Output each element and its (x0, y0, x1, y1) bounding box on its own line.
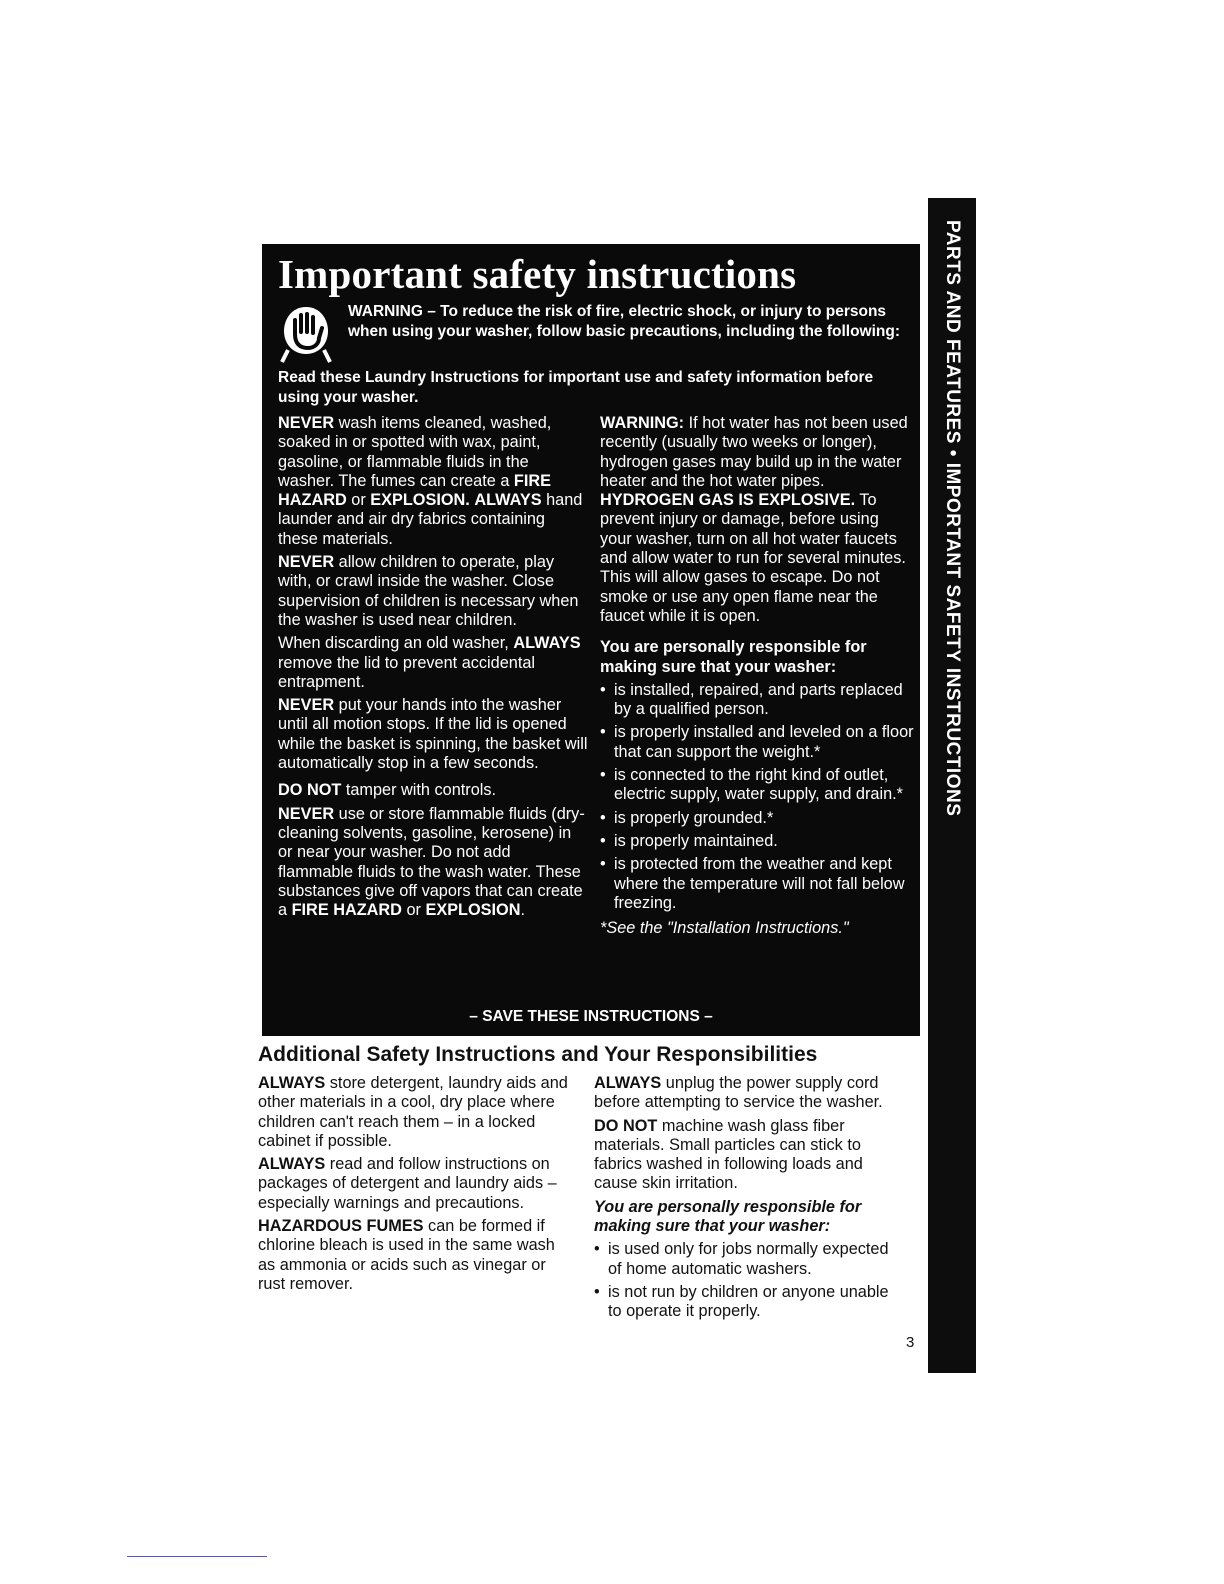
save-instructions: – SAVE THESE INSTRUCTIONS – (469, 1008, 713, 1025)
instruction-paragraph: DO NOT machine wash glass fiber materials. Small particles can stick to fabrics washed in following loads and cause skin irritation. (594, 1116, 863, 1193)
warning-paragraph: DO NOT tamper with controls. (278, 781, 497, 800)
footer-rule (127, 1556, 267, 1557)
responsibility-heading: You are personally responsible for making sure that your washer: (594, 1197, 862, 1236)
responsibility-list (594, 1240, 906, 1321)
list-item: • is properly grounded.* (600, 809, 914, 828)
list-item: • is properly installed and leveled on a floor that can support the weight.* (600, 723, 914, 762)
instruction-paragraph: HAZARDOUS FUMES can be formed if chlorine bleach is used in the same wash as ammonia or acids such as vinegar or rust remover. (258, 1217, 555, 1293)
warning-paragraph: When discarding an old washer, ALWAYS remove the lid to prevent accidental entrapment. (278, 634, 581, 691)
list-item: • is protected from the weather and kept where the temperature will not fall below freezing. (600, 855, 914, 913)
warning-paragraph: NEVER use or store flammable fluids (dry-cleaning solvents, gasoline, kerosene) in or near your washer. Do not add flammable fluids to the wash water. These substances give off vapors that can create a FIRE HAZARD or EXPLOSION. (278, 804, 585, 920)
additional-right-column (594, 1074, 906, 1326)
list-item: • is used only for jobs normally expected of home automatic washers. (594, 1240, 906, 1279)
hydrogen-warning: WARNING: If hot water has not been used recently (usually two weeks or longer), hydrogen gases may build up in the water heater and the hot water pipes. HYDROGEN GAS IS EXPLOSIVE. To prevent injury or damage, before using your washer, turn on all hot water faucets and allow water to run for several minutes. This will allow gases to escape. Do not smoke or use any open flame near the faucet while it is open. (600, 414, 908, 625)
additional-left-column (258, 1074, 570, 1298)
warning-paragraph: NEVER wash items cleaned, washed, soaked in or spotted with wax, paint, gasoline, or flammable fluids in the washer. The fumes can create a FIRE HAZARD or EXPLOSION. ALWAYS hand launder and air dry fabrics containing these materials. (278, 414, 583, 548)
instruction-paragraph: ALWAYS unplug the power supply cord before attempting to service the washer. (594, 1074, 883, 1112)
list-item: • is not run by children or anyone unable to operate it properly. (594, 1283, 906, 1322)
safety-left-column (278, 414, 588, 924)
warning-heading: WARNING – To reduce the risk of fire, electric shock, or injury to persons when using your washer, follow basic precautions, including the following: (348, 303, 901, 340)
list-item: • is installed, repaired, and parts replaced by a qualified person. (600, 681, 914, 720)
responsibility-heading: You are personally responsible for making sure that your washer: (600, 638, 867, 676)
side-section-tab (928, 198, 976, 1373)
hand-warning-icon (278, 304, 334, 364)
page-title: Important safety instructions (278, 251, 797, 297)
list-item: • is properly maintained. (600, 832, 914, 851)
warning-paragraph: NEVER put your hands into the washer until all motion stops. If the lid is opened while the basket is spinning, the basket will automatically stop in a few seconds. (278, 696, 588, 773)
footnote: *See the "Installation Instructions." (600, 919, 849, 938)
safety-right-column (600, 414, 914, 942)
warning-paragraph: NEVER allow children to operate, play with, or crawl inside the washer. Close supervision of children is necessary when the washer is used near children. (278, 553, 579, 629)
list-item: • is connected to the right kind of outlet, electric supply, water supply, and drain.* (600, 766, 914, 805)
additional-title: Additional Safety Instructions and Your Responsibilities (258, 1043, 818, 1066)
read-instructions-note: Read these Laundry Instructions for important use and safety information before using your washer. (278, 369, 874, 406)
responsibility-list (600, 681, 914, 913)
safety-box (262, 244, 920, 1036)
instruction-paragraph: ALWAYS read and follow instructions on packages of detergent and laundry aids – especially warnings and precautions. (258, 1155, 557, 1212)
instruction-paragraph: ALWAYS store detergent, laundry aids and other materials in a cool, dry place where children can't reach them – in a locked cabinet if possible. (258, 1074, 568, 1150)
side-tab-label: PARTS AND FEATURES • IMPORTANT SAFETY INSTRUCTIONS (942, 219, 963, 817)
page-number: 3 (906, 1334, 915, 1351)
